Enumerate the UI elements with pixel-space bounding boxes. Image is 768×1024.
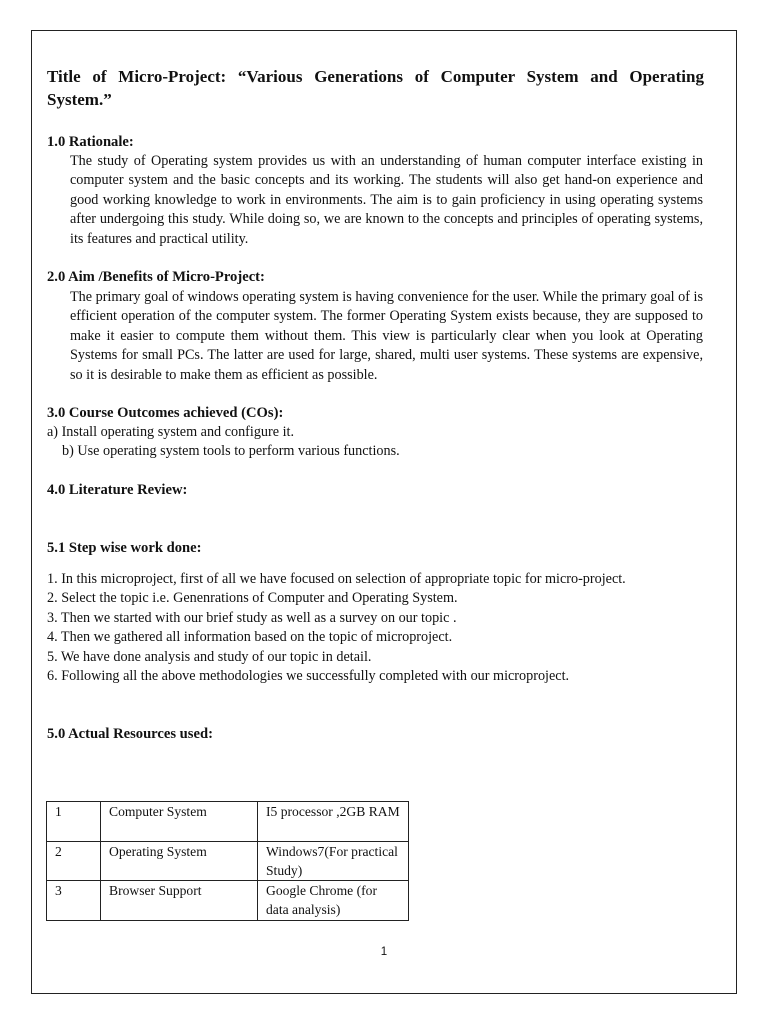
table-cell-name: Operating System bbox=[101, 842, 258, 881]
table-row bbox=[47, 842, 409, 881]
course-outcomes-heading: 3.0 Course Outcomes achieved (COs): bbox=[47, 405, 284, 421]
list-item: 5. We have done analysis and study of our topic in detail. bbox=[47, 648, 372, 665]
table-cell-no: 2 bbox=[47, 842, 101, 881]
list-item: 1. In this microproject, first of all we have focused on selection of appropriate topic for micro-project. bbox=[47, 571, 626, 587]
list-item: 2. Select the topic i.e. Genenrations of Computer and Operating System. bbox=[47, 590, 458, 607]
table-row bbox=[47, 802, 409, 842]
rationale-heading: 1.0 Rationale: bbox=[47, 134, 134, 150]
table-cell-spec: I5 processor ,2GB RAM bbox=[258, 802, 409, 842]
table-cell-no: 3 bbox=[47, 881, 101, 921]
table-cell-name: Computer System bbox=[101, 802, 258, 842]
course-outcome-item: a) Install operating system and configure it. bbox=[47, 424, 295, 440]
resources-table bbox=[46, 801, 409, 921]
rationale-text: The study of Operating system provides us with an understanding of human computer interface existing in computer system and the basic concepts and its working. The students will also get hand-on experience and good working knowledge to work in environments. The aim is to gain proficiency in using operating systems after undergoing this study. While doing so, we are known to the concepts and principles of operating systems, its features and practical utility. bbox=[70, 153, 703, 247]
list-item: 4. Then we gathered all information based on the topic of microproject. bbox=[47, 629, 453, 646]
table-cell-no: 1 bbox=[47, 802, 101, 842]
literature-review-heading: 4.0 Literature Review: bbox=[47, 482, 188, 498]
table-cell-name: Browser Support bbox=[101, 881, 258, 921]
course-outcome-item: b) Use operating system tools to perform various functions. bbox=[62, 443, 400, 459]
table-cell-spec: Windows7(For practical Study) bbox=[258, 842, 409, 881]
list-item: 6. Following all the above methodologies we successfully completed with our microproject. bbox=[47, 668, 570, 685]
aim-heading: 2.0 Aim /Benefits of Micro-Project: bbox=[47, 269, 265, 285]
table-cell-spec: Google Chrome (for data analysis) bbox=[258, 881, 409, 921]
list-item: 3. Then we started with our brief study as well as a survey on our topic . bbox=[47, 609, 457, 626]
resources-heading: 5.0 Actual Resources used: bbox=[47, 726, 213, 742]
aim-text: The primary goal of windows operating system is having convenience for the user. While the primary goal of is efficient operation of the computer system. The former Operating System exists because, they are supposed to make it easier to compute them without them. This view is particularly clear when you look at Operating Systems for small PCs. The latter are used for large, shared, multi user systems. These systems are expensive, so it is desirable to make them as efficient as possible. bbox=[70, 289, 703, 383]
steps-list bbox=[47, 570, 626, 686]
document-title: Title of Micro-Project: “Various Generations of Computer System and Operating System.” bbox=[47, 67, 704, 109]
page-number: 1 bbox=[380, 946, 388, 958]
table-row bbox=[47, 881, 409, 921]
steps-heading: 5.1 Step wise work done: bbox=[47, 540, 202, 556]
